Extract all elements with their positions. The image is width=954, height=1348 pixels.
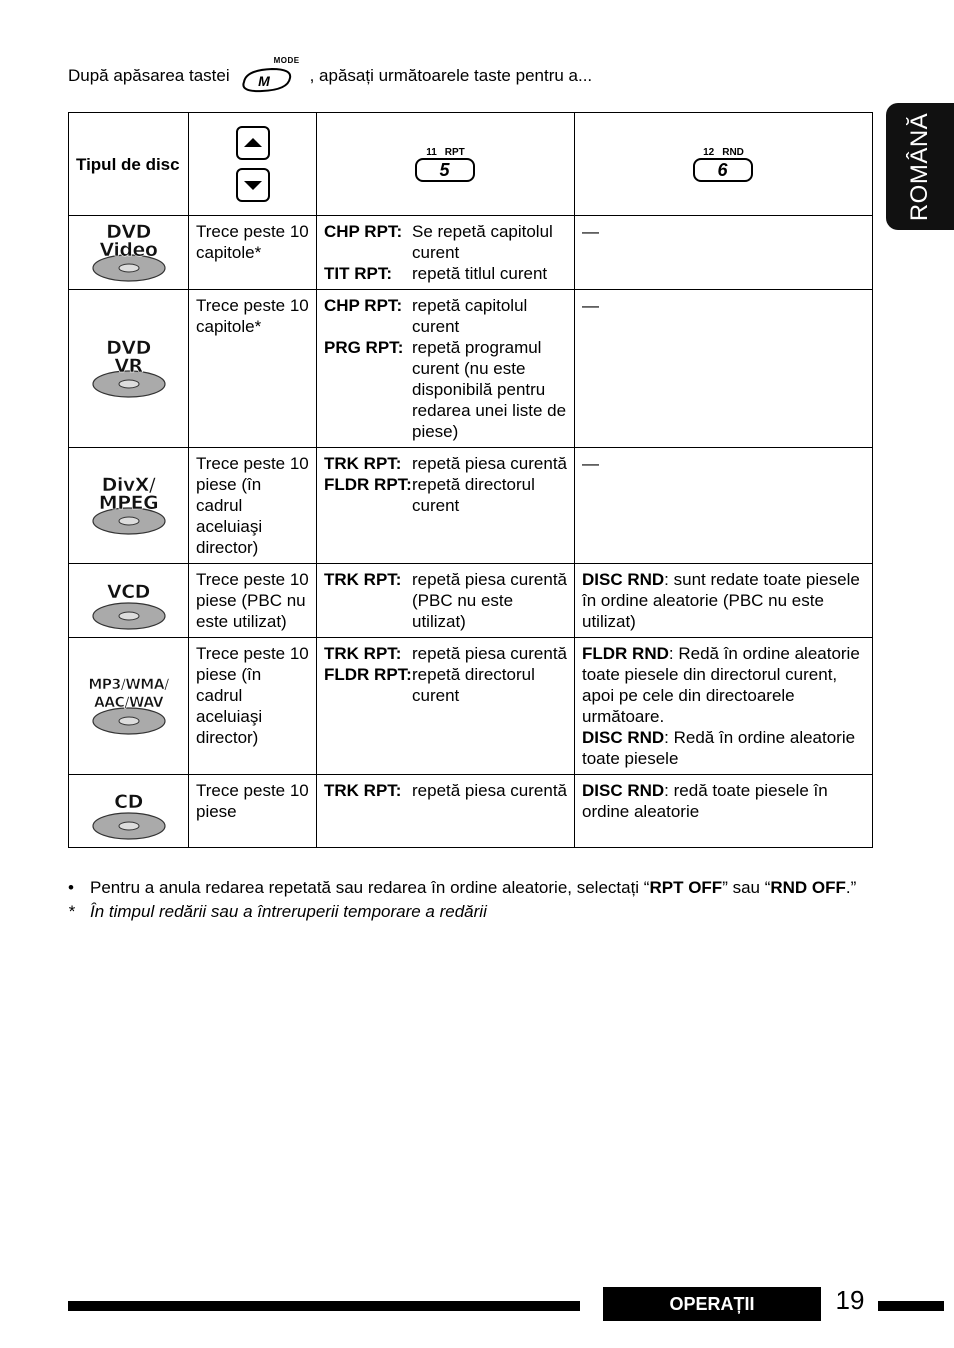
page-number: 19 [835, 1285, 865, 1315]
repeat-mode-key: TIT RPT: [324, 264, 393, 283]
footer-rule-left [68, 1301, 580, 1311]
header-arrow-keys [189, 113, 317, 216]
random-cell [575, 638, 873, 775]
mode-key-icon [238, 58, 304, 94]
notes [68, 876, 856, 924]
random-cell: — [575, 290, 873, 448]
note-bullet-text: Pentru a anula redarea repetată sau redarea în ordine aleatorie, selectați “RPT OFF” sau “RND OFF.” [90, 878, 857, 897]
disc-logo-line: MPEG [98, 491, 159, 514]
disc-logo-line: VCD [107, 580, 150, 603]
disc-logo-icon [86, 670, 172, 742]
language-tab-label: ROMÂNĂ [906, 112, 933, 221]
footnote-mark: * [68, 902, 75, 921]
disc-type-cell [69, 564, 189, 638]
random-cell: — [575, 216, 873, 290]
intro-after-text: , apăsați următoarele taste pentru a... [309, 66, 593, 85]
note-footnote [68, 900, 856, 924]
repeat-mode-key: PRG RPT: [324, 338, 404, 357]
skip-cell: Trece peste 10 capitole* [189, 290, 317, 448]
disc-logo-line: VR [114, 354, 143, 377]
random-cell [575, 564, 873, 638]
repeat-cell [317, 638, 575, 775]
disc-logo-line: DVD [106, 220, 151, 243]
random-cell [575, 775, 873, 848]
disc-logo-icon [86, 217, 172, 289]
disc-type-cell [69, 290, 189, 448]
repeat-mode-key: TRK RPT: [324, 454, 402, 473]
skip-cell: Trece peste 10 piese [189, 775, 317, 848]
table-row [69, 564, 873, 638]
repeat-mode-desc: repetă piesa curentă [412, 644, 567, 663]
repeat-cell [317, 564, 575, 638]
header-key-5 [317, 113, 575, 216]
header-key-6 [575, 113, 873, 216]
disc-logo-line: CD [114, 791, 143, 813]
arrow-up-icon [236, 126, 270, 160]
table-row [69, 216, 873, 290]
random-mode-item: DISC RND: redă toate piesele în ordine aleatorie [582, 781, 828, 821]
repeat-mode-desc: repetă directorul curent [412, 475, 535, 515]
table-row [69, 775, 873, 848]
mode-key-shape [238, 66, 294, 94]
disc-logo-text [86, 580, 172, 603]
key-6-label: RND [722, 146, 744, 158]
language-tab [886, 103, 954, 230]
repeat-mode-desc: repetă directorul curent [412, 665, 535, 705]
svg-text:M: M [257, 73, 270, 89]
disc-logo-line: Video [99, 238, 158, 261]
table-row [69, 290, 873, 448]
mode-key-label: MODE [273, 56, 300, 65]
repeat-mode-desc: repetă capitolul curent [412, 296, 528, 336]
disc-logo-text [86, 220, 172, 261]
random-mode-item: FLDR RND: Redă în ordine aleatorie toate piesele din directorul curent, apoi pe cele din directoarele următoare. [582, 644, 860, 726]
note-bullet [68, 876, 856, 900]
table-row [69, 638, 873, 775]
repeat-cell [317, 216, 575, 290]
repeat-mode-key: CHP RPT: [324, 296, 403, 315]
disc-logo-line: AAC/WAV [93, 695, 164, 711]
repeat-mode-desc: repetă piesa curentă [412, 781, 567, 800]
repeat-mode-key: FLDR RPT: [324, 475, 412, 494]
disc-shape [91, 811, 167, 841]
key-5-index: 11 [426, 146, 437, 158]
disc-logo-icon [86, 565, 172, 637]
key-6-index: 12 [703, 146, 715, 158]
repeat-mode-key: TRK RPT: [324, 781, 402, 800]
footer-section-label: OPERAȚII [603, 1287, 821, 1321]
table-header-row [69, 113, 873, 216]
random-cell: — [575, 448, 873, 564]
repeat-mode-desc: repetă piesa curentă (PBC nu este utilizat) [412, 570, 567, 631]
repeat-cell [317, 775, 575, 848]
intro-line [68, 58, 592, 94]
disc-logo-line: DivX/ [101, 473, 156, 496]
disc-type-cell [69, 638, 189, 775]
disc-logo-text [86, 793, 172, 811]
repeat-mode-desc: repetă piesa curentă [412, 454, 567, 473]
disc-type-cell [69, 216, 189, 290]
table-row [69, 448, 873, 564]
footer-rule-right [878, 1301, 944, 1311]
arrow-down-icon [236, 168, 270, 202]
disc-logo-text [86, 676, 172, 712]
skip-cell: Trece peste 10 capitole* [189, 216, 317, 290]
disc-shape [91, 601, 167, 631]
disc-logo-line: DVD [106, 336, 151, 359]
key-6-icon [693, 142, 755, 182]
skip-cell: Trece peste 10 piese (PBC nu este utilizat) [189, 564, 317, 638]
skip-cell: Trece peste 10 piese (în cadrul aceluiaşi director) [189, 638, 317, 775]
disc-logo-icon [86, 470, 172, 542]
random-mode-item: DISC RND: Redă în ordine aleatorie toate piesele [582, 728, 856, 768]
disc-type-cell [69, 775, 189, 848]
repeat-mode-key: TRK RPT: [324, 644, 402, 663]
repeat-mode-key: TRK RPT: [324, 570, 402, 589]
bullet-mark: • [68, 878, 74, 897]
disc-logo-icon [86, 775, 172, 847]
disc-logo-text [86, 473, 172, 514]
key-5-icon [415, 142, 477, 182]
disc-logo-icon [86, 333, 172, 405]
key-5-label: RPT [444, 146, 465, 158]
repeat-cell [317, 448, 575, 564]
repeat-mode-desc: Se repetă capitolul curent [412, 222, 553, 262]
disc-functions-table [68, 112, 873, 848]
key-6-number: 6 [693, 158, 753, 182]
repeat-cell [317, 290, 575, 448]
intro-before-text: După apăsarea tastei [68, 66, 230, 85]
disc-logo-text [86, 336, 172, 377]
repeat-mode-desc: repetă programul curent (nu este disponibilă pentru redarea unei liste de piese) [412, 338, 567, 441]
repeat-mode-desc: repetă titlul curent [412, 264, 548, 283]
disc-type-cell [69, 448, 189, 564]
repeat-mode-key: CHP RPT: [324, 222, 403, 241]
disc-logo-line: MP3/WMA/ [88, 677, 169, 693]
repeat-mode-key: FLDR RPT: [324, 665, 412, 684]
random-mode-item: DISC RND: sunt redate toate piesele în ordine aleatorie (PBC nu este utilizat) [582, 570, 860, 631]
footnote-text: În timpul redării sau a întreruperii temporare a redării [90, 902, 487, 921]
key-5-number: 5 [415, 158, 475, 182]
header-disc-type: Tipul de disc [69, 113, 189, 216]
skip-cell: Trece peste 10 piese (în cadrul aceluiaşi director) [189, 448, 317, 564]
